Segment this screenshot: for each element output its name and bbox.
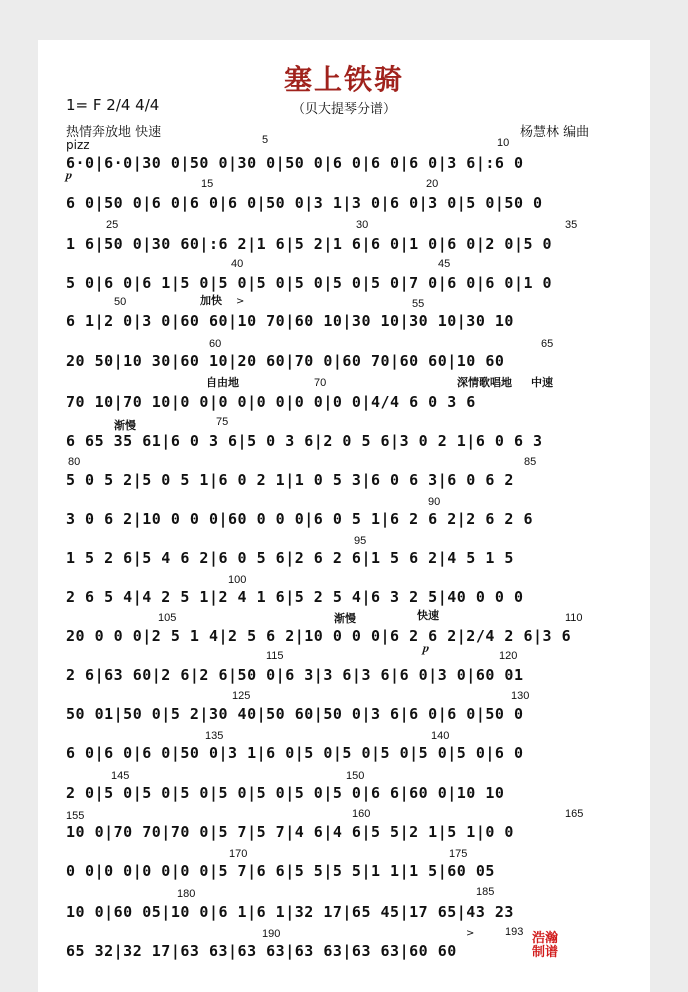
measure-number: 30 (356, 219, 369, 231)
score-line: 20 0 0 0|2 5 1 4|2 5 6 2|10 0 0 0|6 2 6 2|2/4 2 6|3 6 (66, 627, 572, 645)
score-line: 20 50|10 30|60 10|20 60|70 0|60 70|60 60|10 60 (66, 352, 505, 370)
score-line: 6 65 35 61|6 0 3 6|5 0 3 6|2 0 5 6|3 0 2 1|6 0 6 3 (66, 432, 543, 450)
measure-number: 135 (205, 730, 224, 742)
page-title: 塞上铁骑 (283, 63, 404, 96)
score-line: 0 0|0 0|0 0|0 0|5 7|6 6|5 5|5 5|1 1|1 5|60 05 (66, 862, 495, 880)
measure-number: 140 (431, 730, 450, 742)
pizz-symbol-icon: 𝆏 (66, 168, 73, 183)
score-line: 10 0|60 05|10 0|6 1|6 1|32 17|65 45|17 65|43 23 (66, 903, 514, 921)
measure-number: 155 (66, 810, 85, 822)
measure-number: 25 (106, 219, 119, 231)
measure-number: 110 (565, 612, 583, 624)
measure-number: 100 (228, 574, 247, 586)
measure-number: 10 (497, 137, 510, 149)
tempo-marking: 热情奔放地 快速 (66, 125, 162, 140)
measure-number: 125 (232, 690, 251, 702)
measure-number: 40 (231, 258, 244, 270)
score-line: 1 5 2 6|5 4 6 2|6 0 5 6|2 6 2 6|1 5 6 2|4 5 1 5 (66, 549, 514, 567)
score-line: 6 1|2 0|3 0|60 60|10 70|60 10|30 10|30 10|30 10 (66, 312, 514, 330)
measure-number: 160 (352, 808, 371, 820)
measure-number: 120 (499, 650, 518, 662)
measure-number: 130 (511, 690, 530, 702)
accent-icon: > (466, 928, 475, 939)
score-line: 6 0|6 0|6 0|50 0|3 1|6 0|5 0|5 0|5 0|5 0|5 0|6 0 (66, 744, 524, 762)
annotation-slowing: 渐慢 (114, 420, 136, 432)
measure-number: 35 (565, 219, 578, 231)
score-line: 5 0 5 2|5 0 5 1|6 0 2 1|1 0 5 3|6 0 6 3|6 0 6 2 (66, 471, 514, 489)
score-line: 1 6|50 0|30 60|:6 2|1 6|5 2|1 6|6 0|1 0|6 0|2 0|5 0 (66, 235, 553, 253)
annotation-freely: 自由地 (206, 377, 239, 389)
measure-number: 150 (346, 770, 365, 782)
score-line: 65 32|32 17|63 63|63 63|63 63|63 63|60 60 (66, 942, 457, 960)
measure-number: 65 (541, 338, 554, 350)
score-line: 10 0|70 70|70 0|5 7|5 7|4 6|4 6|5 5|2 1|5 1|0 0 (66, 823, 514, 841)
measure-number: 180 (177, 888, 196, 900)
measure-number: 193 (505, 926, 524, 938)
score-line: 6·0|6·0|30 0|50 0|30 0|50 0|6 0|6 0|6 0|3 6|:6 0 (66, 154, 524, 172)
arranger-seal: 浩瀚 制谱 (532, 931, 559, 960)
measure-number: 105 (158, 612, 177, 624)
page-subtitle: （贝大提琴分谱） (291, 102, 396, 117)
measure-number: 45 (438, 258, 451, 270)
measure-number: 115 (266, 650, 284, 662)
measure-number: 175 (449, 848, 468, 860)
measure-number: 70 (314, 377, 327, 389)
score-line: 50 01|50 0|5 2|30 40|50 60|50 0|3 6|6 0|6 0|50 0 (66, 705, 524, 723)
measure-number: 20 (426, 178, 439, 190)
pizz-symbol-icon: 𝆏 (423, 641, 430, 656)
measure-number: 90 (428, 496, 441, 508)
measure-number: 15 (201, 178, 214, 190)
score-line: 2 6|63 60|2 6|2 6|50 0|6 3|3 6|3 6|6 0|3 0|60 01 (66, 666, 524, 684)
measure-number: 80 (68, 456, 81, 468)
annotation-faster: 快速 (417, 610, 439, 622)
measure-number: 85 (524, 456, 537, 468)
pizz-marking: pizz (66, 138, 90, 152)
annotation-medium-tempo: 中速 (531, 377, 553, 389)
measure-number: 95 (354, 535, 367, 547)
composer-credit: 杨慧林 编曲 (520, 125, 590, 140)
measure-number: 170 (229, 848, 248, 860)
key-signature: 1= F 2/4 4/4 (66, 96, 160, 114)
measure-number: 190 (262, 928, 281, 940)
score-line: 70 10|70 10|0 0|0 0|0 0|0 0|0 0|4/4 6 0 3 6 (66, 393, 476, 411)
score-line: 2 6 5 4|4 2 5 1|2 4 1 6|5 2 5 4|6 3 2 5|40 0 0 0 (66, 588, 524, 606)
annotation-accelerate: 加快 (200, 295, 222, 307)
score-line: 3 0 6 2|10 0 0 0|60 0 0 0|6 0 5 1|6 2 6 2|2 6 2 6 (66, 510, 534, 528)
measure-number: 5 (262, 134, 269, 146)
measure-number: 55 (412, 298, 425, 310)
score-line: 5 0|6 0|6 1|5 0|5 0|5 0|5 0|5 0|5 0|7 0|6 0|6 0|1 0 (66, 274, 553, 292)
accent-icon: > (236, 296, 245, 307)
annotation-slowing: 渐慢 (334, 613, 356, 625)
annotation-singing: 深情歌唱地 (457, 377, 512, 389)
measure-number: 165 (565, 808, 584, 820)
measure-number: 75 (216, 416, 229, 428)
measure-number: 60 (209, 338, 222, 350)
measure-number: 145 (111, 770, 130, 782)
score-line: 6 0|50 0|6 0|6 0|6 0|50 0|3 1|3 0|6 0|3 0|5 0|50 0 (66, 194, 543, 212)
score-line: 2 0|5 0|5 0|5 0|5 0|5 0|5 0|5 0|6 6|60 0|10 10 (66, 784, 505, 802)
measure-number: 50 (114, 296, 127, 308)
measure-number: 185 (476, 886, 495, 898)
